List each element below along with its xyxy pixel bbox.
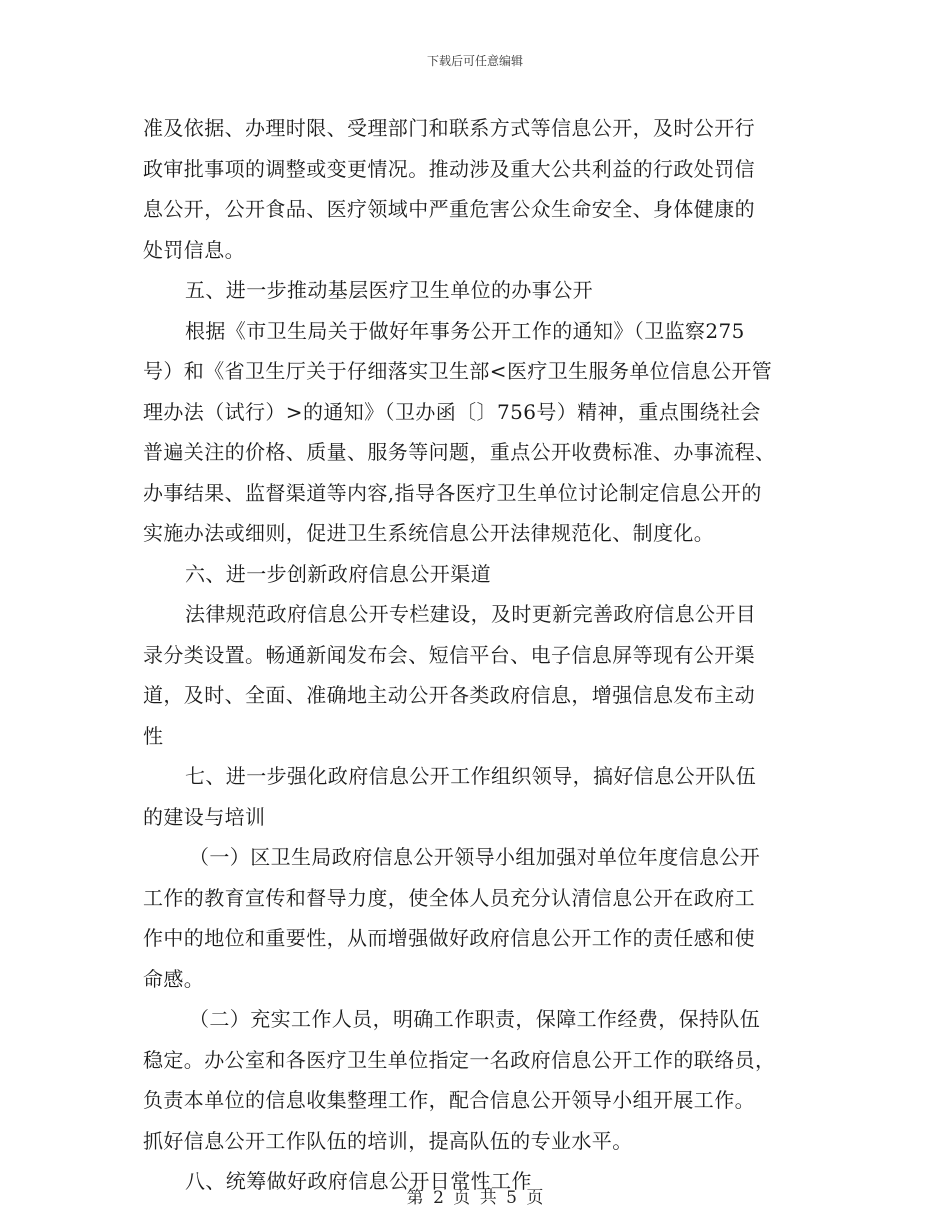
section-heading: 八、统筹做好政府信息公开日常性工作 (185, 1169, 532, 1193)
body-line: 息公开，公开食品、医疗领域中严重危害公众生命安全、身体健康的 (143, 197, 755, 221)
body-line: 普遍关注的价格、质量、服务等问题，重点公开收费标准、办事流程、 (143, 440, 776, 464)
body-line: 负责本单位的信息收集整理工作，配合信息公开领导小组开展工作。 (143, 1088, 755, 1112)
body-line: 实施办法或细则，促进卫生系统信息公开法律规范化、制度化。 (143, 521, 715, 545)
body-line: 命感。 (143, 966, 205, 991)
body-line: 录分类设置。畅通新闻发布会、短信平台、电子信息屏等现有公开渠 (143, 642, 755, 667)
body-line: 法律规范政府信息公开专栏建设，及时更新完善政府信息公开目 (185, 602, 757, 626)
body-line: 抓好信息公开工作队伍的培训，提高队伍的专业水平。 (143, 1128, 633, 1153)
section-heading: 七、进一步强化政府信息公开工作组织领导，搞好信息公开队伍 (185, 764, 757, 788)
body-line: 的建设与培训 (143, 804, 266, 829)
body-line: 性 (143, 723, 164, 748)
body-line: （二）充实工作人员，明确工作职责，保障工作经费，保持队伍 (189, 1007, 761, 1031)
body-line: 作中的地位和重要性，从而增强做好政府信息公开工作的责任感和使 (143, 926, 755, 950)
body-line: 道，及时、全面、准确地主动公开各类政府信息，增强信息发布主动 (143, 683, 755, 707)
body-line: 理办法（试行）>的通知》（卫办函〔〕756号）精神，重点围绕社会 (143, 399, 761, 424)
body-line: 办事结果、监督渠道等内容,指导各医疗卫生单位讨论制定信息公开的 (143, 480, 762, 505)
page-number: 第 2 页 共 5 页 (406, 1188, 544, 1208)
body-line: 准及依据、办理时限、受理部门和联系方式等信息公开，及时公开行 (143, 116, 755, 140)
section-heading: 五、进一步推动基层医疗卫生单位的办事公开 (185, 278, 593, 302)
body-line: （一）区卫生局政府信息公开领导小组加强对单位年度信息公开 (189, 845, 761, 869)
body-line: 号）和《省卫生厅关于仔细落实卫生部<医疗卫生服务单位信息公开管 (143, 359, 773, 383)
document-body (143, 108, 809, 1202)
body-line: 处罚信息。 (143, 237, 245, 262)
section-heading: 六、进一步创新政府信息公开渠道 (185, 561, 491, 586)
header-note: 下载后可任意编辑 (426, 54, 523, 68)
body-line: 政审批事项的调整或变更情况。推动涉及重大公共利益的行政处罚信 (143, 156, 755, 181)
body-line: 工作的教育宣传和督导力度，使全体人员充分认清信息公开在政府工 (143, 885, 755, 910)
body-line: 稳定。办公室和各医疗卫生单位指定一名政府信息公开工作的联络员， (143, 1047, 776, 1072)
body-line: 根据《市卫生局关于做好年事务公开工作的通知》（卫监察275 (185, 318, 745, 343)
